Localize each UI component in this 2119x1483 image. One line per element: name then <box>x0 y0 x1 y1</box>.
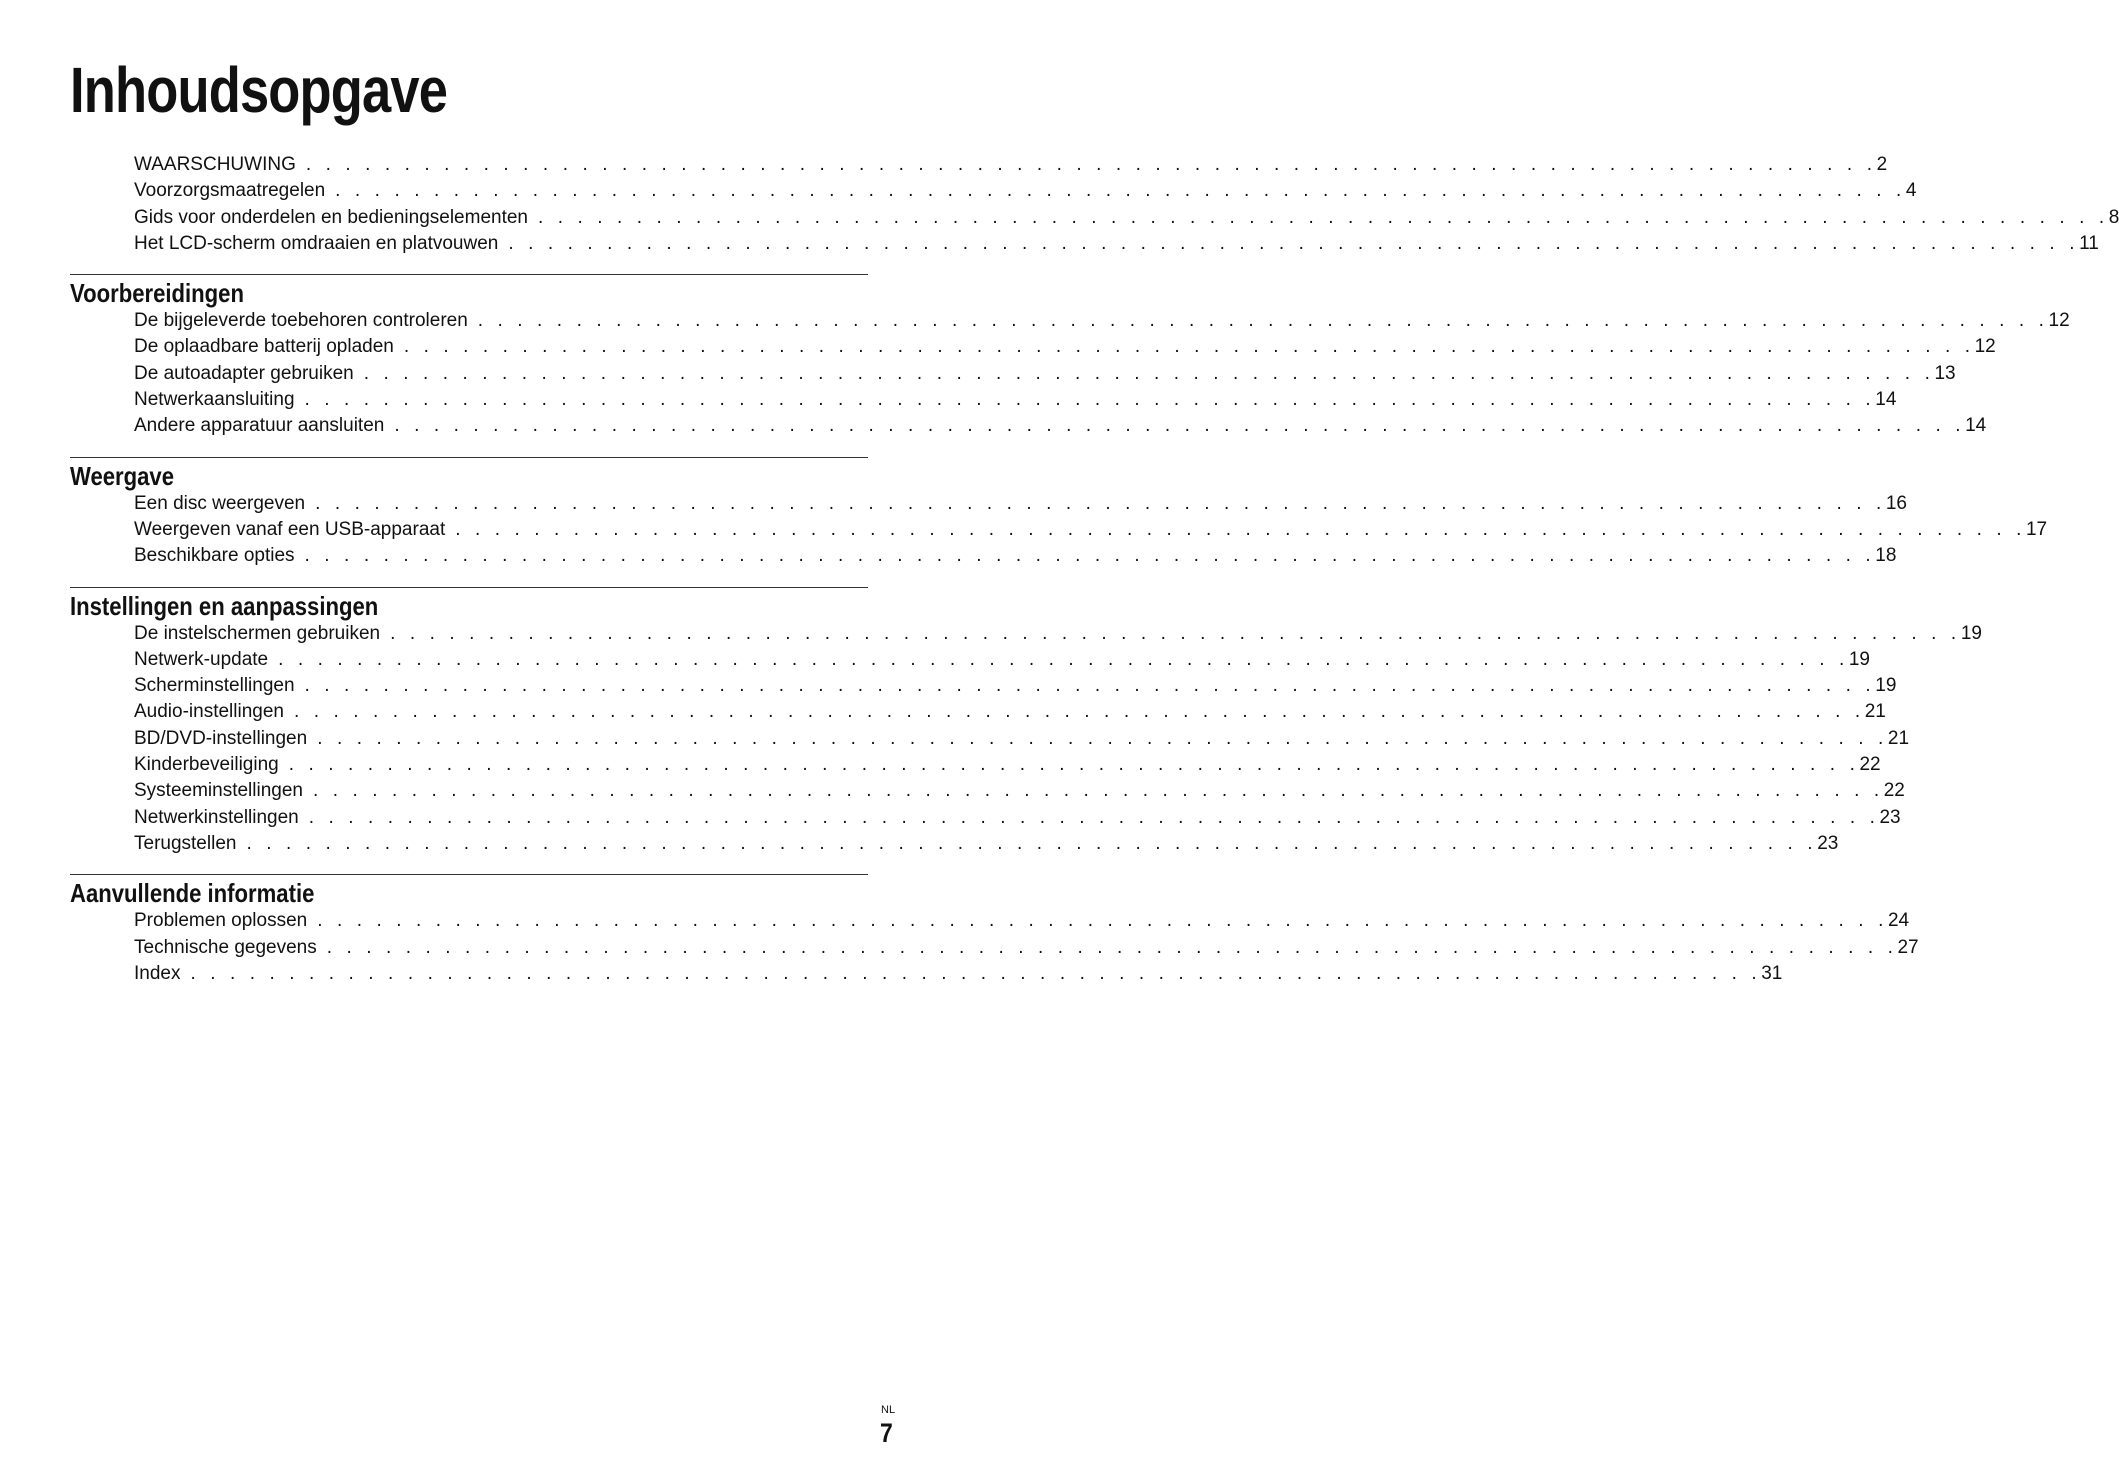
dot-leader: . . . . . . . . . . . . . . . . . . . . . . . . . . . . . . . . . . . . . . . . . . . . . . . . . . . . . . . . . . . . . . . . . . . . . . . . . . . . . . . . <box>403 336 1975 358</box>
section-heading: Voorbereidingen <box>70 278 244 309</box>
toc-entry <box>134 908 1910 934</box>
toc-entry-label: De bijgeleverde toebehoren controleren <box>134 310 468 332</box>
toc-entry-label: Voorzorgsmaatregelen <box>134 180 326 202</box>
dot-leader: . . . . . . . . . . . . . . . . . . . . . . . . . . . . . . . . . . . . . . . . . . . . . . . . . . . . . . . . . . . . . . . . . . . . . . . . . . . . . . . . <box>312 780 1884 802</box>
toc-entry-label: Netwerkinstellingen <box>134 806 299 828</box>
toc-entry-label: Scherminstellingen <box>134 675 295 697</box>
dot-leader: . . . . . . . . . . . . . . . . . . . . . . . . . . . . . . . . . . . . . . . . . . . . . . . . . . . . . . . . . . . . . . . . . . . . . . . . . . . . . . . . <box>304 545 1876 567</box>
dot-leader: . . . . . . . . . . . . . . . . . . . . . . . . . . . . . . . . . . . . . . . . . . . . . . . . . . . . . . . . . . . . . . . . . . . . . . . . . . . . . . . . <box>317 910 1888 932</box>
page-title: Inhoudsopgave <box>70 54 448 126</box>
toc-section <box>70 457 2048 570</box>
toc-section <box>70 152 2119 257</box>
toc-entry <box>134 935 1919 961</box>
toc-entry <box>134 178 1917 204</box>
dot-leader: . . . . . . . . . . . . . . . . . . . . . . . . . . . . . . . . . . . . . . . . . . . . . . . . . . . . . . . . . . . . . . . . . . . . . . . . . . . . . . . . <box>335 180 1906 202</box>
dot-leader: . . . . . . . . . . . . . . . . . . . . . . . . . . . . . . . . . . . . . . . . . . . . . . . . . . . . . . . . . . . . . . . . . . . . . . . . . . . . . . . . <box>305 154 1877 175</box>
toc-entry-label: Andere apparatuur aansluiten <box>134 415 385 437</box>
toc-entry-page: 8 <box>2108 206 2119 228</box>
toc-entry-page: 14 <box>1875 389 1897 411</box>
toc-entry-page: 14 <box>1965 415 1987 437</box>
toc-entry-label: Gids voor onderdelen en bedieningselementen <box>134 206 528 228</box>
toc-entry <box>134 231 2099 257</box>
toc-entry-page: 12 <box>1974 336 1996 358</box>
toc-entry-label: De oplaadbare batterij opladen <box>134 336 394 358</box>
toc-entry <box>134 752 1881 778</box>
toc-entry-page: 23 <box>1817 832 1839 854</box>
toc-entry <box>134 413 1987 439</box>
toc-entry <box>134 361 1956 387</box>
toc-entry-label: Beschikbare opties <box>134 545 295 567</box>
dot-leader: . . . . . . . . . . . . . . . . . . . . . . . . . . . . . . . . . . . . . . . . . . . . . . . . . . . . . . . . . . . . . . . . . . . . . . . . . . . . . . . . <box>304 389 1876 411</box>
toc-entry <box>134 726 1910 752</box>
dot-leader: . . . . . . . . . . . . . . . . . . . . . . . . . . . . . . . . . . . . . . . . . . . . . . . . . . . . . . . . . . . . . . . . . . . . . . . . . . . . . . . . <box>308 806 1880 828</box>
toc-section <box>70 274 2070 439</box>
dot-leader: . . . . . . . . . . . . . . . . . . . . . . . . . . . . . . . . . . . . . . . . . . . . . . . . . . . . . . . . . . . . . . . . . . . . . . . . . . . . . . . . <box>508 232 2080 254</box>
dot-leader: . . . . . . . . . . . . . . . . . . . . . . . . . . . . . . . . . . . . . . . . . . . . . . . . . . . . . . . . . . . . . . . . . . . . . . . . . . . . . . . . <box>477 310 2049 332</box>
toc-entry <box>134 543 1897 569</box>
dot-leader: . . . . . . . . . . . . . . . . . . . . . . . . . . . . . . . . . . . . . . . . . . . . . . . . . . . . . . . . . . . . . . . . . . . . . . . . . . . . . . . . <box>190 962 1762 984</box>
toc-entry-label: Audio-instellingen <box>134 701 284 723</box>
toc-entry-page: 21 <box>1864 701 1886 723</box>
toc-entry-page: 18 <box>1875 545 1897 567</box>
toc-entry <box>134 334 1996 360</box>
toc-entry-page: 21 <box>1887 727 1910 749</box>
toc-entry <box>134 491 1907 517</box>
toc-entry-page: 23 <box>1879 806 1901 828</box>
dot-leader: . . . . . . . . . . . . . . . . . . . . . . . . . . . . . . . . . . . . . . . . . . . . . . . . . . . . . . . . . . . . . . . . . . . . . . . . . . . . . . . . <box>288 754 1860 776</box>
dot-leader: . . . . . . . . . . . . . . . . . . . . . . . . . . . . . . . . . . . . . . . . . . . . . . . . . . . . . . . . . . . . . . . . . . . . . . . . . . . . . . . . <box>278 648 1849 670</box>
toc-entry-page: 12 <box>2048 310 2070 332</box>
section-heading: Aanvullende informatie <box>70 878 315 909</box>
toc-section <box>70 874 1919 987</box>
toc-entry-label: WAARSCHUWING <box>134 154 296 175</box>
toc-entry <box>134 778 1905 804</box>
dot-leader: . . . . . . . . . . . . . . . . . . . . . . . . . . . . . . . . . . . . . . . . . . . . . . . . . . . . . . . . . . . . . . . . . . . . . . . . . . . . . . . . <box>304 675 1876 697</box>
toc-entry-label: Kinderbeveiliging <box>134 754 279 776</box>
toc-entry-label: BD/DVD-instellingen <box>134 727 308 749</box>
toc-entry-page: 19 <box>1848 648 1870 670</box>
dot-leader: . . . . . . . . . . . . . . . . . . . . . . . . . . . . . . . . . . . . . . . . . . . . . . . . . . . . . . . . . . . . . . . . . . . . . . . . . . . . . . . . <box>317 727 1888 749</box>
section-heading: Instellingen en aanpassingen <box>70 590 379 621</box>
dot-leader: . . . . . . . . . . . . . . . . . . . . . . . . . . . . . . . . . . . . . . . . . . . . . . . . . . . . . . . . . . . . . . . . . . . . . . . . . . . . . . . . <box>246 832 1818 854</box>
toc-entry-page: 4 <box>1905 180 1917 202</box>
dot-leader: . . . . . . . . . . . . . . . . . . . . . . . . . . . . . . . . . . . . . . . . . . . . . . . . . . . . . . . . . . . . . . . . . . . . . . . . . . . . . . . . <box>363 362 1935 384</box>
toc-entry-label: Het LCD-scherm omdraaien en platvouwen <box>134 232 499 254</box>
toc-entry <box>134 831 1839 857</box>
toc-entry <box>134 517 2048 543</box>
toc-entry-page: 22 <box>1883 780 1905 802</box>
toc-entry-page: 2 <box>1876 154 1888 175</box>
dot-leader: . . . . . . . . . . . . . . . . . . . . . . . . . . . . . . . . . . . . . . . . . . . . . . . . . . . . . . . . . . . . . . . . . . . . . . . . . . . . . . . . <box>326 936 1898 958</box>
table-of-contents <box>70 152 2119 987</box>
dot-leader: . . . . . . . . . . . . . . . . . . . . . . . . . . . . . . . . . . . . . . . . . . . . . . . . . . . . . . . . . . . . . . . . . . . . . . . . . . . . . . . . <box>390 622 1961 644</box>
toc-entry <box>134 308 2070 334</box>
toc-entry-label: Weergeven vanaf een USB-apparaat <box>134 518 446 540</box>
toc-entry <box>134 621 1982 647</box>
toc-entry-page: 17 <box>2025 518 2048 540</box>
toc-entry-page: 19 <box>1960 622 1982 644</box>
toc-entry-label: Systeeminstellingen <box>134 780 303 802</box>
toc-entry-label: De autoadapter gebruiken <box>134 362 354 384</box>
toc-entry <box>134 387 1897 413</box>
toc-section <box>70 587 1982 858</box>
toc-entry-label: Problemen oplossen <box>134 910 308 932</box>
toc-entry-page: 27 <box>1897 936 1919 958</box>
toc-entry <box>134 699 1886 725</box>
toc-entry-page: 22 <box>1859 754 1881 776</box>
dot-leader: . . . . . . . . . . . . . . . . . . . . . . . . . . . . . . . . . . . . . . . . . . . . . . . . . . . . . . . . . . . . . . . . . . . . . . . . . . . . . . . . <box>394 415 1966 437</box>
toc-entry-label: Netwerkaansluiting <box>134 389 295 411</box>
toc-entry <box>134 805 1901 831</box>
toc-entry <box>134 961 1783 987</box>
toc-entry-page: 19 <box>1875 675 1897 697</box>
toc-entry-page: 11 <box>2079 232 2099 254</box>
toc-entry <box>134 152 1888 178</box>
toc-entry-label: De instelschermen gebruiken <box>134 622 381 644</box>
toc-entry-page: 16 <box>1885 492 1907 514</box>
toc-entry <box>134 673 1897 699</box>
toc-entry-label: Terugstellen <box>134 832 237 854</box>
section-heading: Weergave <box>70 460 175 491</box>
toc-entry <box>134 647 1870 673</box>
toc-entry <box>134 205 2119 231</box>
toc-entry-label: Index <box>134 962 181 984</box>
page-number: 7 <box>880 1418 893 1448</box>
toc-entry-label: Een disc weergeven <box>134 492 306 514</box>
toc-entry-label: Technische gegevens <box>134 936 317 958</box>
dot-leader: . . . . . . . . . . . . . . . . . . . . . . . . . . . . . . . . . . . . . . . . . . . . . . . . . . . . . . . . . . . . . . . . . . . . . . . . . . . . . . . . <box>294 701 1865 723</box>
toc-entry-page: 31 <box>1761 962 1783 984</box>
dot-leader: . . . . . . . . . . . . . . . . . . . . . . . . . . . . . . . . . . . . . . . . . . . . . . . . . . . . . . . . . . . . . . . . . . . . . . . . . . . . . . . . <box>315 492 1886 514</box>
toc-entry-page: 24 <box>1887 910 1910 932</box>
toc-entry-label: Netwerk-update <box>134 648 269 670</box>
dot-leader: . . . . . . . . . . . . . . . . . . . . . . . . . . . . . . . . . . . . . . . . . . . . . . . . . . . . . . . . . . . . . . . . . . . . . . . . . . . . . . . . <box>538 206 2109 228</box>
dot-leader: . . . . . . . . . . . . . . . . . . . . . . . . . . . . . . . . . . . . . . . . . . . . . . . . . . . . . . . . . . . . . . . . . . . . . . . . . . . . . . . . <box>455 518 2026 540</box>
language-code: NL <box>881 1404 896 1416</box>
toc-entry-page: 13 <box>1934 362 1956 384</box>
